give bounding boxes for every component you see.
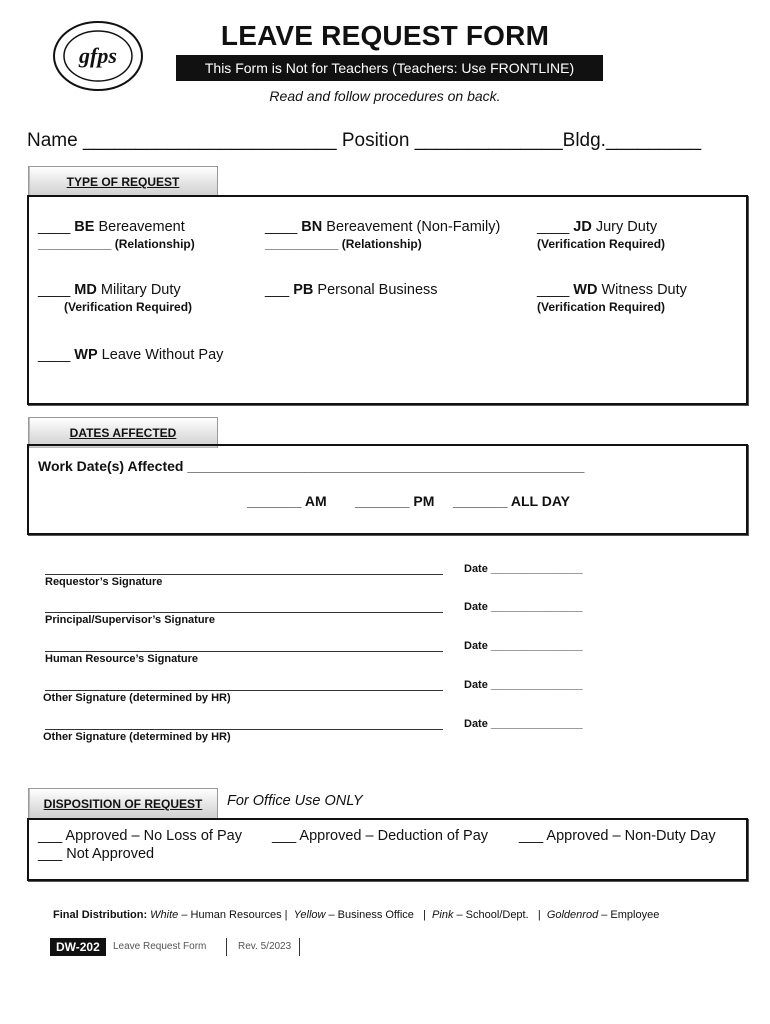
final-distribution [53, 909, 659, 921]
option-wp[interactable] [38, 347, 223, 363]
option-md-sub: (Verification Required) [64, 300, 193, 314]
option-code: PB [293, 282, 314, 298]
distribution-label: Final Distribution: [53, 909, 148, 921]
option-md[interactable] [38, 282, 181, 298]
option-blank: ____ [265, 219, 302, 235]
option-approved-no-loss[interactable]: ___ Approved – No Loss of Pay [38, 828, 242, 844]
option-label: Military Duty [96, 282, 181, 298]
signature-line[interactable] [45, 574, 443, 575]
date-field[interactable]: Date _______________ [464, 640, 583, 652]
option-blank: ____ [537, 282, 574, 298]
office-use-note: For Office Use ONLY [227, 793, 363, 809]
option-label: Jury Duty [591, 219, 658, 235]
name-position-bldg-line[interactable]: Name ________________________ Position ______________Bldg._________ [27, 130, 702, 151]
option-label: Bereavement [94, 219, 185, 235]
pm-field[interactable]: _______ PM [355, 493, 435, 509]
distribution-dest: – Business Office | [325, 909, 433, 921]
option-not-approved[interactable]: ___ Not Approved [38, 846, 155, 862]
option-blank: ____ [38, 282, 75, 298]
signature-label: Human Resource’s Signature [45, 653, 199, 665]
footer-divider [226, 938, 227, 956]
distribution-dest: – Human Resources | [178, 909, 294, 921]
footer-divider [299, 938, 300, 956]
option-bn-sub: ___________ (Relationship) [265, 237, 422, 251]
signature-label: Principal/Supervisor’s Signature [45, 614, 215, 626]
logo-text: gfps [79, 43, 117, 68]
option-jd-sub: (Verification Required) [537, 237, 666, 251]
signature-label: Other Signature (determined by HR) [43, 731, 231, 743]
work-dates-field[interactable]: Work Date(s) Affected ___________________________________________________ [38, 458, 585, 474]
option-be[interactable] [38, 219, 185, 235]
tab-dates-affected: DATES AFFECTED [28, 417, 218, 448]
option-wd-sub: (Verification Required) [537, 300, 666, 314]
form-code: DW-202 [50, 938, 106, 956]
option-jd[interactable] [537, 219, 657, 235]
teacher-banner: This Form is Not for Teachers (Teachers: Use FRONTLINE) [176, 55, 603, 81]
am-field[interactable]: _______ AM [247, 493, 327, 509]
procedures-note: Read and follow procedures on back. [269, 88, 501, 104]
option-blank: ____ [38, 347, 75, 363]
option-be-sub: ___________ (Relationship) [38, 237, 195, 251]
all-day-field[interactable]: _______ ALL DAY [453, 493, 570, 509]
tab-type-of-request: TYPE OF REQUEST [28, 166, 218, 197]
distribution-color: Pink [432, 909, 454, 921]
option-code: JD [573, 219, 592, 235]
date-field[interactable]: Date _______________ [464, 601, 583, 613]
option-label: Witness Duty [597, 282, 687, 298]
distribution-dest: – School/Dept. | [453, 909, 547, 921]
form-title: LEAVE REQUEST FORM [220, 20, 550, 51]
signature-label: Requestor’s Signature [45, 576, 163, 588]
option-code: WP [74, 347, 98, 363]
option-wd[interactable] [537, 282, 687, 298]
option-pb[interactable] [265, 282, 438, 298]
option-bn[interactable] [265, 219, 500, 235]
option-approved-non-duty[interactable]: ___ Approved – Non-Duty Day [519, 828, 716, 844]
option-code: MD [74, 282, 97, 298]
signature-line[interactable] [45, 612, 443, 613]
date-field[interactable]: Date _______________ [464, 718, 583, 730]
option-code: BE [74, 219, 95, 235]
date-field[interactable]: Date _______________ [464, 563, 583, 575]
option-approved-deduction[interactable]: ___ Approved – Deduction of Pay [272, 828, 489, 844]
signature-line[interactable] [45, 651, 443, 652]
option-label: Personal Business [313, 282, 438, 298]
distribution-color: Goldenrod [546, 909, 599, 921]
distribution-color: White [150, 909, 179, 921]
form-revision: Rev. 5/2023 [238, 941, 292, 952]
signature-line[interactable] [45, 729, 443, 730]
distribution-color: Yellow [293, 909, 326, 921]
signature-line[interactable] [45, 690, 443, 691]
option-code: WD [573, 282, 598, 298]
option-blank: ____ [38, 219, 75, 235]
signature-label: Other Signature (determined by HR) [43, 692, 231, 704]
option-label: Leave Without Pay [97, 347, 224, 363]
distribution-dest: – Employee [598, 909, 660, 921]
option-label: Bereavement (Non-Family) [322, 219, 501, 235]
tab-disposition-of-request: DISPOSITION OF REQUEST [28, 788, 218, 819]
option-code: BN [301, 219, 323, 235]
option-blank: ____ [537, 219, 574, 235]
form-name: Leave Request Form [113, 941, 207, 952]
date-field[interactable]: Date _______________ [464, 679, 583, 691]
option-blank: ___ [265, 282, 294, 298]
